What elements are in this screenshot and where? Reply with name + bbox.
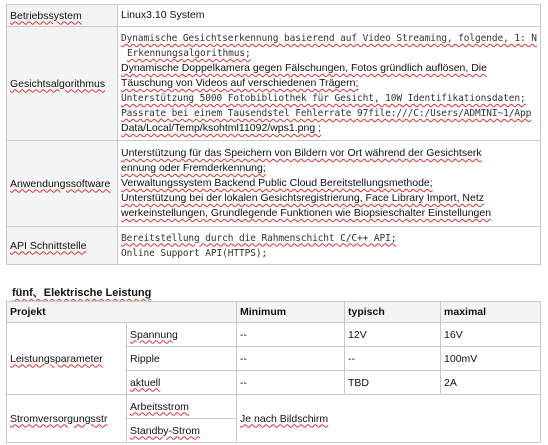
spec-line: Verwaltungssystem Backend Public Cloud Bereitstellungsmethode; — [121, 177, 433, 189]
power-row-working-current — [7, 395, 541, 419]
group-label-power-params: Leistungsparameter — [7, 323, 127, 395]
spec-row-api — [7, 227, 541, 265]
spec-line: werkeinstellungen, Grundlegende Funktionen wie Biopsieschalter Einstellungen — [121, 207, 492, 219]
power-header-row — [7, 302, 541, 323]
cell-max: 100mV — [441, 347, 541, 371]
spec-line: Erkennungsalgorithmus; — [127, 48, 251, 59]
spec-line: ennung oder Fremderkennung; — [121, 162, 266, 174]
spec-table — [6, 4, 541, 265]
spec-line: Data/Local/Temp/ksohtml11092/wps1.png ; — [121, 122, 322, 134]
spec-row-face-algorithm — [7, 27, 541, 141]
spec-label-os: Betriebssystem — [7, 5, 118, 27]
spec-value-os: Linux3.10 System — [118, 5, 541, 27]
spec-line: Unterstützung für das Speichern von Bildern vor Ort während der Gesichtserk — [121, 147, 482, 159]
spec-value-face-algorithm — [118, 27, 541, 141]
cell-max: 16V — [441, 323, 541, 347]
item-working-current: Arbeitsstrom — [127, 395, 237, 419]
cell-min: -- — [237, 347, 345, 371]
spec-label-face-algorithm: Gesichtsalgorithmus — [7, 27, 118, 141]
cell-depends-on-screen: Je nach Bildschirm — [237, 395, 541, 443]
cell-typ: -- — [345, 347, 441, 371]
power-table — [6, 301, 541, 443]
spec-row-os — [7, 5, 541, 27]
header-minimum: Minimum — [237, 302, 345, 323]
header-maximum: maximal — [441, 302, 541, 323]
item-ripple: Ripple — [127, 347, 237, 371]
spec-line: Täuschung von Videos auf verschiedenen Trägern; — [121, 77, 359, 89]
cell-min: -- — [237, 323, 345, 347]
spec-line: Unterstützung bei der lokalen Gesichtsregistrierung, Face Library Import, Netz — [121, 192, 484, 204]
cell-typ: TBD — [345, 371, 441, 395]
power-row-voltage — [7, 323, 541, 347]
item-voltage: Spannung — [127, 323, 237, 347]
spec-value-software — [118, 141, 541, 227]
item-standby-current: Standby-Strom — [127, 419, 237, 443]
header-typical: typisch — [345, 302, 441, 323]
spec-value-api — [118, 227, 541, 265]
spec-line: Dynamische Doppelkamera gegen Fälschungen, Fotos gründlich auflösen, Die — [121, 62, 487, 74]
header-project: Projekt — [7, 302, 237, 323]
spec-line: Bereitstellung durch die Rahmenschicht C/C++ API; — [121, 232, 397, 244]
spec-label-software: Anwendungssoftware — [7, 141, 118, 227]
spec-line: Passrate bei einem Tausendstel Fehlerrate 97file:///C:/Users/ADMINI~1/App — [121, 108, 532, 119]
cell-max: 2A — [441, 371, 541, 395]
cell-typ: 12V — [345, 323, 441, 347]
group-label-power-supply: Stromversorgungsstr — [7, 395, 127, 443]
spec-line: Dynamische Gesichtserkennung basierend auf Video Streaming, folgende, 1: N — [121, 33, 537, 44]
spec-row-software — [7, 141, 541, 227]
section-heading: fünf、Elektrische Leistung — [12, 287, 152, 299]
cell-min: -- — [237, 371, 345, 395]
spec-line: Unterstützung 5000 Fotobibliothek für Gesicht, 10W Identifikationsdaten; — [121, 93, 526, 104]
spec-line: Online Support API(HTTPS); — [121, 247, 268, 259]
spec-label-api: API Schnittstelle — [7, 227, 118, 265]
item-current: aktuell — [127, 371, 237, 395]
